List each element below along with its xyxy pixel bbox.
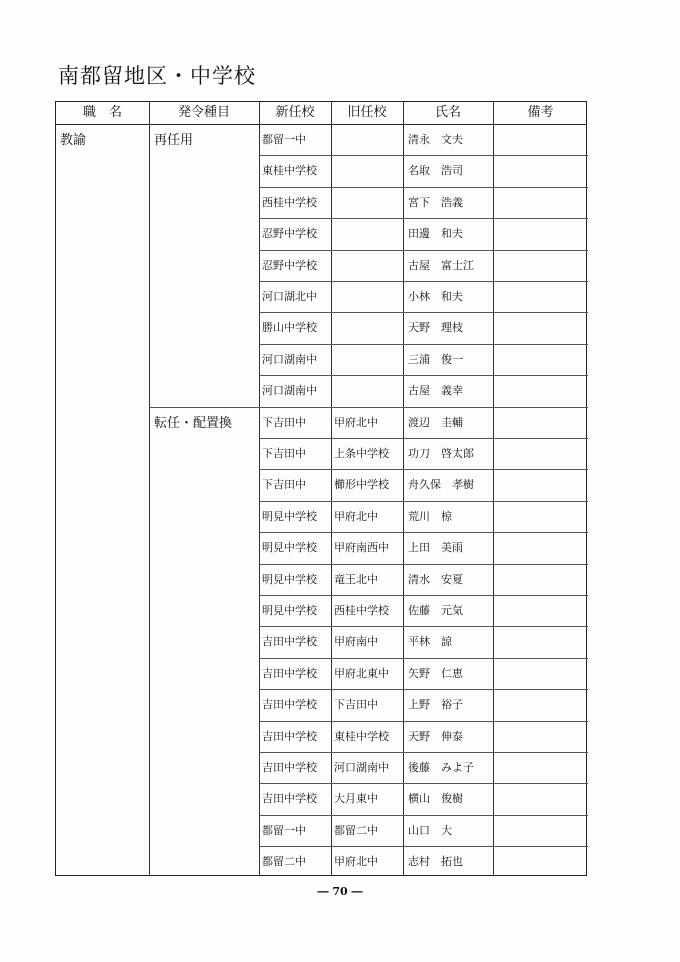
row-divider [259,375,588,376]
old-school-cell: 甲府南中 [334,635,378,649]
new-school-cell: 吉田中学校 [262,635,317,649]
name-cell: 後藤 みよ子 [408,761,474,774]
old-school-cell: 上条中学校 [334,447,389,460]
name-cell: 山口 大 [408,823,452,837]
new-school-cell: 明見中学校 [262,572,317,586]
old-school-cell: 甲府北中 [334,855,378,869]
new-school-cell: 明見中学校 [262,509,317,523]
header-remarks: 備考 [527,105,554,120]
header-new-school: 新任校 [275,105,315,120]
old-school-cell: 都留二中 [334,823,378,837]
new-school-cell: 河口湖南中 [262,384,317,398]
row-divider [259,595,588,596]
row-divider [259,344,588,345]
row-divider [259,689,588,690]
header-name: 氏名 [434,105,461,120]
name-cell: 天野 伸泰 [408,729,463,743]
name-cell: 佐藤 元気 [408,604,463,617]
name-cell: 上田 美雨 [408,541,463,555]
row-divider [259,218,588,219]
new-school-cell: 都留一中 [262,133,306,146]
personnel-table [55,101,587,876]
new-school-cell: 都留二中 [262,855,306,869]
row-divider [259,532,588,533]
new-school-cell: 勝山中学校 [262,321,317,335]
row-divider [259,752,588,753]
new-school-cell: 下吉田中 [262,478,306,492]
row-divider [259,783,588,784]
name-cell: 平林 諒 [408,635,452,649]
name-cell: 志村 拓也 [408,855,463,869]
order-type-label: 再任用 [154,133,194,148]
name-cell: 名取 浩司 [408,164,463,178]
name-cell: 天野 理枝 [408,321,463,335]
name-cell: 小林 和夫 [408,290,463,303]
new-school-cell: 下吉田中 [262,447,306,460]
position-label: 教諭 [60,133,87,148]
row-divider [259,250,588,251]
new-school-cell: 都留一中 [262,823,306,837]
row-divider [259,501,588,502]
new-school-cell: 河口湖北中 [262,290,317,303]
header-order-type: 発令種目 [177,105,230,120]
old-school-cell: 甲府北東中 [334,666,389,680]
row-divider [259,312,588,313]
new-school-cell: 明見中学校 [262,541,317,555]
row-divider [259,438,588,439]
header-old-school: 旧任校 [347,105,387,120]
new-school-cell: 吉田中学校 [262,698,317,712]
row-divider [259,281,588,282]
new-school-cell: 西桂中学校 [262,195,317,209]
old-school-cell: 甲府南西中 [334,541,389,555]
old-school-cell: 西桂中学校 [334,604,389,617]
new-school-cell: 吉田中学校 [262,729,317,743]
page-number: ― 70 ― [317,885,363,898]
column-divider [149,102,150,875]
row-divider [149,407,588,408]
old-school-cell: 下吉田中 [334,698,378,712]
name-cell: 横山 俊樹 [408,792,463,806]
name-cell: 宮下 浩義 [408,195,463,209]
old-school-cell: 大月東中 [334,792,378,806]
old-school-cell: 甲府北中 [334,415,378,429]
row-divider [259,721,588,722]
row-divider [259,155,588,156]
new-school-cell: 吉田中学校 [262,666,317,680]
name-cell: 舟久保 孝樹 [408,478,474,492]
new-school-cell: 明見中学校 [262,604,317,617]
name-cell: 矢野 仁恵 [408,666,463,680]
row-divider [259,658,588,659]
old-school-cell: 東桂中学校 [334,729,389,743]
new-school-cell: 吉田中学校 [262,761,317,774]
name-cell: 功刀 啓太郎 [408,447,474,460]
row-divider [259,187,588,188]
row-divider [259,815,588,816]
row-divider [259,846,588,847]
header-position: 職 名 [82,105,122,120]
new-school-cell: 河口湖南中 [262,352,317,366]
new-school-cell: 忍野中学校 [262,258,317,272]
row-divider [259,626,588,627]
name-cell: 上野 裕子 [408,698,463,712]
old-school-cell: 河口湖南中 [334,761,389,774]
new-school-cell: 忍野中学校 [262,227,317,241]
name-cell: 古屋 義幸 [408,384,463,398]
old-school-cell: 竜王北中 [334,572,378,586]
name-cell: 清永 文夫 [408,133,463,146]
name-cell: 清水 安夏 [408,572,463,586]
row-divider [259,564,588,565]
name-cell: 古屋 富士江 [408,258,474,272]
new-school-cell: 東桂中学校 [262,164,317,178]
page-title: 南都留地区・中学校 [58,64,256,88]
name-cell: 田邊 和夫 [408,227,463,241]
name-cell: 荒川 椋 [408,509,452,523]
header-divider [56,124,586,125]
new-school-cell: 吉田中学校 [262,792,317,806]
new-school-cell: 下吉田中 [262,415,306,429]
old-school-cell: 櫛形中学校 [334,478,389,492]
order-type-label: 転任・配置換 [154,415,233,431]
name-cell: 三浦 俊一 [408,352,463,366]
name-cell: 渡辺 圭輔 [408,415,463,429]
row-divider [259,469,588,470]
old-school-cell: 甲府北中 [334,509,378,523]
